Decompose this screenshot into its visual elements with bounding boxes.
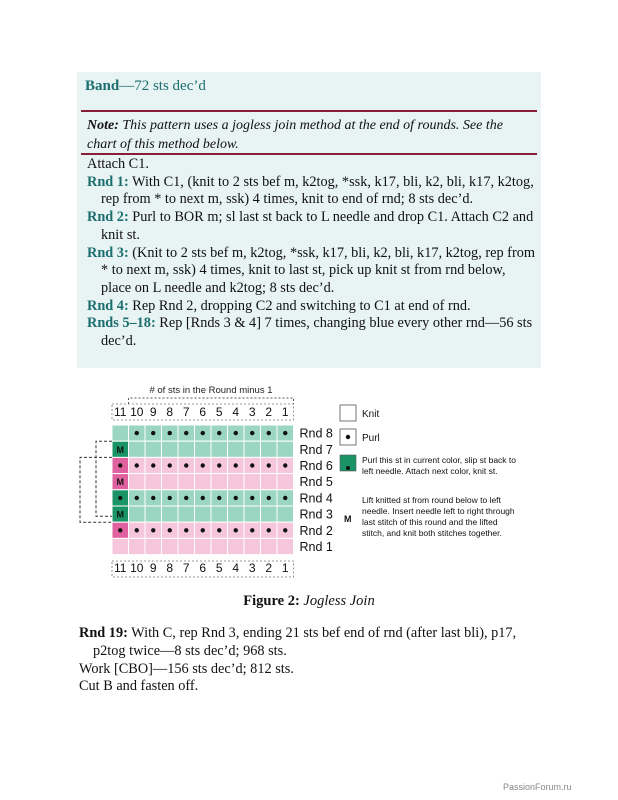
purl-dot <box>217 496 221 500</box>
purl-dot <box>250 463 254 467</box>
purl-dot <box>234 463 238 467</box>
round-label: Rnd 8 <box>299 426 333 441</box>
purl-dot <box>234 528 238 532</box>
legend-m-text: needle. Insert needle left to right through <box>362 506 515 516</box>
chart-cell <box>129 538 146 554</box>
chart-cell <box>112 425 129 441</box>
legend-slip-text: Purl this st in current color, slip st back to <box>362 455 517 465</box>
legend-purl-dot <box>346 435 350 439</box>
purl-dot <box>267 463 271 467</box>
chart-cell <box>178 474 195 490</box>
purl-dot <box>250 528 254 532</box>
column-number-top: 4 <box>232 405 240 419</box>
legend-purl-label: Purl <box>362 433 380 444</box>
purl-dot <box>151 528 155 532</box>
column-number-top: 3 <box>248 405 256 419</box>
purl-dot <box>184 463 188 467</box>
chart-cell <box>145 506 162 522</box>
purl-dot <box>201 528 205 532</box>
column-number-top: 2 <box>265 405 273 419</box>
purl-dot <box>283 496 287 500</box>
chart-cell <box>129 506 146 522</box>
chart-cell <box>277 506 294 522</box>
chart-cell <box>145 538 162 554</box>
chart-cell <box>162 474 179 490</box>
chart-cell <box>228 538 245 554</box>
chart-cell <box>244 474 261 490</box>
chart-cell <box>228 441 245 457</box>
purl-dot <box>184 496 188 500</box>
purl-dot <box>168 431 172 435</box>
chart-cell <box>261 538 278 554</box>
purl-dot <box>201 463 205 467</box>
purl-dot <box>135 463 139 467</box>
purl-dot <box>151 496 155 500</box>
column-number-bottom: 3 <box>248 561 256 575</box>
purl-dot <box>168 496 172 500</box>
purl-dot <box>168 528 172 532</box>
purl-dot <box>217 528 221 532</box>
chart-cell <box>277 474 294 490</box>
note-text: Note: This pattern uses a jogless join method at the end of rounds. See the chart of this method below. <box>87 118 503 152</box>
column-number-top: 7 <box>182 405 190 419</box>
purl-dot <box>217 463 221 467</box>
chart-cell <box>195 538 212 554</box>
round-instruction: Rnd 3: (Knit to 2 sts bef m, k2tog, *ssk, k17, bli, k2, bli, k17, k2tog, rep from * to next m, ssk) 4 times, knit to last st, pick up knit st from rnd below, place on L needle and k2tog; 8 sts dec’d. <box>87 244 535 296</box>
purl-dot <box>118 528 122 532</box>
finishing-instructions <box>79 625 547 696</box>
round-label: Rnd 2 <box>299 523 333 538</box>
purl-dot <box>168 463 172 467</box>
column-number-bottom: 2 <box>265 561 273 575</box>
column-number-bottom: 5 <box>215 561 223 575</box>
purl-dot <box>217 431 221 435</box>
legend-m-symbol: M <box>344 514 352 524</box>
column-number-top: 1 <box>281 405 289 419</box>
round-label: Rnd 5 <box>299 475 333 490</box>
chart-cell <box>211 474 228 490</box>
chart-cell <box>195 474 212 490</box>
purl-dot <box>234 431 238 435</box>
purl-dot <box>184 528 188 532</box>
chart-cell <box>261 474 278 490</box>
purl-dot <box>234 496 238 500</box>
purl-dot <box>151 431 155 435</box>
chart-cell <box>145 474 162 490</box>
round-label: Rnd 4 <box>299 491 333 506</box>
chart-cell <box>211 506 228 522</box>
legend-knit-swatch <box>340 405 356 421</box>
round-instruction: Rnd 2: Purl to BOR m; sl last st back to L needle and drop C1. Attach C2 and knit st. <box>87 209 534 243</box>
purl-dot <box>118 463 122 467</box>
purl-dot <box>250 431 254 435</box>
column-number-top: 6 <box>199 405 207 419</box>
jog-bracket-inner <box>96 441 112 516</box>
purl-dot <box>184 431 188 435</box>
purl-dot <box>151 463 155 467</box>
bracket-line <box>129 398 294 404</box>
chart-cell <box>195 441 212 457</box>
work-cbo-line: Work [CBO]—156 sts dec’d; 812 sts. <box>79 660 294 677</box>
legend-slip-dot <box>346 466 350 470</box>
round-instruction: Rnd 4: Rep Rnd 2, dropping C2 and switching to C1 at end of rnd. <box>87 297 471 314</box>
chart-cell <box>162 506 179 522</box>
legend-slip-text: left needle. Attach next color, knit st. <box>362 466 498 476</box>
bracket-label: # of sts in the Round minus 1 <box>149 385 273 396</box>
round-instruction: Rnds 5–18: Rep [Rnds 3 & 4] 7 times, changing blue every other rnd—56 sts dec’d. <box>87 315 533 350</box>
column-number-top: 9 <box>149 405 157 419</box>
column-number-bottom: 7 <box>182 561 190 575</box>
column-number-bottom: 9 <box>149 561 157 575</box>
chart-cell <box>145 441 162 457</box>
lift-stitch-symbol: M <box>116 477 124 488</box>
chart-cell <box>244 538 261 554</box>
purl-dot <box>201 431 205 435</box>
round-label: Rnd 7 <box>299 442 333 457</box>
chart-cell <box>162 441 179 457</box>
column-number-bottom: 1 <box>281 561 289 575</box>
attach-line: Attach C1. <box>87 156 149 172</box>
round-19-instruction: Rnd 19: With C, rep Rnd 3, ending 21 sts bef end of rnd (after last bli), p17, p2tog twice—8 sts dec’d; 968 sts. <box>79 625 517 659</box>
chart-cell <box>178 538 195 554</box>
column-number-bottom: 11 <box>114 561 127 575</box>
legend-m-text: stitch, and knit both stitches together. <box>362 528 502 538</box>
purl-dot <box>250 496 254 500</box>
chart-cell <box>261 506 278 522</box>
legend-m-text: Lift knitted st from round below to left <box>362 495 501 505</box>
chart-cell <box>228 474 245 490</box>
round-label: Rnd 3 <box>299 507 333 522</box>
chart-cell <box>211 441 228 457</box>
purl-dot <box>135 528 139 532</box>
chart-cell <box>129 441 146 457</box>
band-heading: Band—72 sts dec’d <box>85 78 206 94</box>
chart-cell <box>162 538 179 554</box>
purl-dot <box>267 528 271 532</box>
chart-cell <box>195 506 212 522</box>
watermark-logo: PassionForum.ru <box>503 782 572 792</box>
purl-dot <box>118 496 122 500</box>
purl-dot <box>135 496 139 500</box>
column-number-bottom: 6 <box>199 561 207 575</box>
purl-dot <box>135 431 139 435</box>
lift-stitch-symbol: M <box>116 509 124 520</box>
chart-cell <box>228 506 245 522</box>
legend-knit-label: Knit <box>362 409 380 420</box>
lift-stitch-symbol: M <box>116 444 124 455</box>
chart-cell <box>244 506 261 522</box>
purl-dot <box>267 431 271 435</box>
chart-cell <box>129 474 146 490</box>
column-number-top: 8 <box>166 405 174 419</box>
column-number-top: 11 <box>114 405 127 419</box>
cut-line: Cut B and fasten off. <box>79 678 199 695</box>
purl-dot <box>283 463 287 467</box>
purl-dot <box>283 528 287 532</box>
purl-dot <box>283 431 287 435</box>
chart-cell <box>178 441 195 457</box>
chart-cell <box>178 506 195 522</box>
purl-dot <box>201 496 205 500</box>
legend-m-text: last stitch of this round and the lifted <box>362 517 498 527</box>
column-number-bottom: 10 <box>130 561 144 575</box>
round-label: Rnd 1 <box>299 540 333 554</box>
round-label: Rnd 6 <box>299 459 333 473</box>
chart-cell <box>244 441 261 457</box>
figure-caption: Figure 2: Jogless Join <box>243 593 375 609</box>
column-number-top: 5 <box>215 405 223 419</box>
round-instruction: Rnd 1: With C1, (knit to 2 sts bef m, k2tog, *ssk, k17, bli, k2, bli, k17, k2tog, rep from * to next m, ssk) 4 times, knit to end of rnd; 8 sts dec’d. <box>87 173 534 208</box>
chart-cell <box>277 441 294 457</box>
chart-cell <box>277 538 294 554</box>
column-number-bottom: 8 <box>166 561 174 575</box>
chart-cell <box>112 538 129 554</box>
column-number-bottom: 4 <box>232 561 240 575</box>
chart-cell <box>261 441 278 457</box>
chart-cell <box>211 538 228 554</box>
purl-dot <box>267 496 271 500</box>
column-number-top: 10 <box>130 405 144 419</box>
